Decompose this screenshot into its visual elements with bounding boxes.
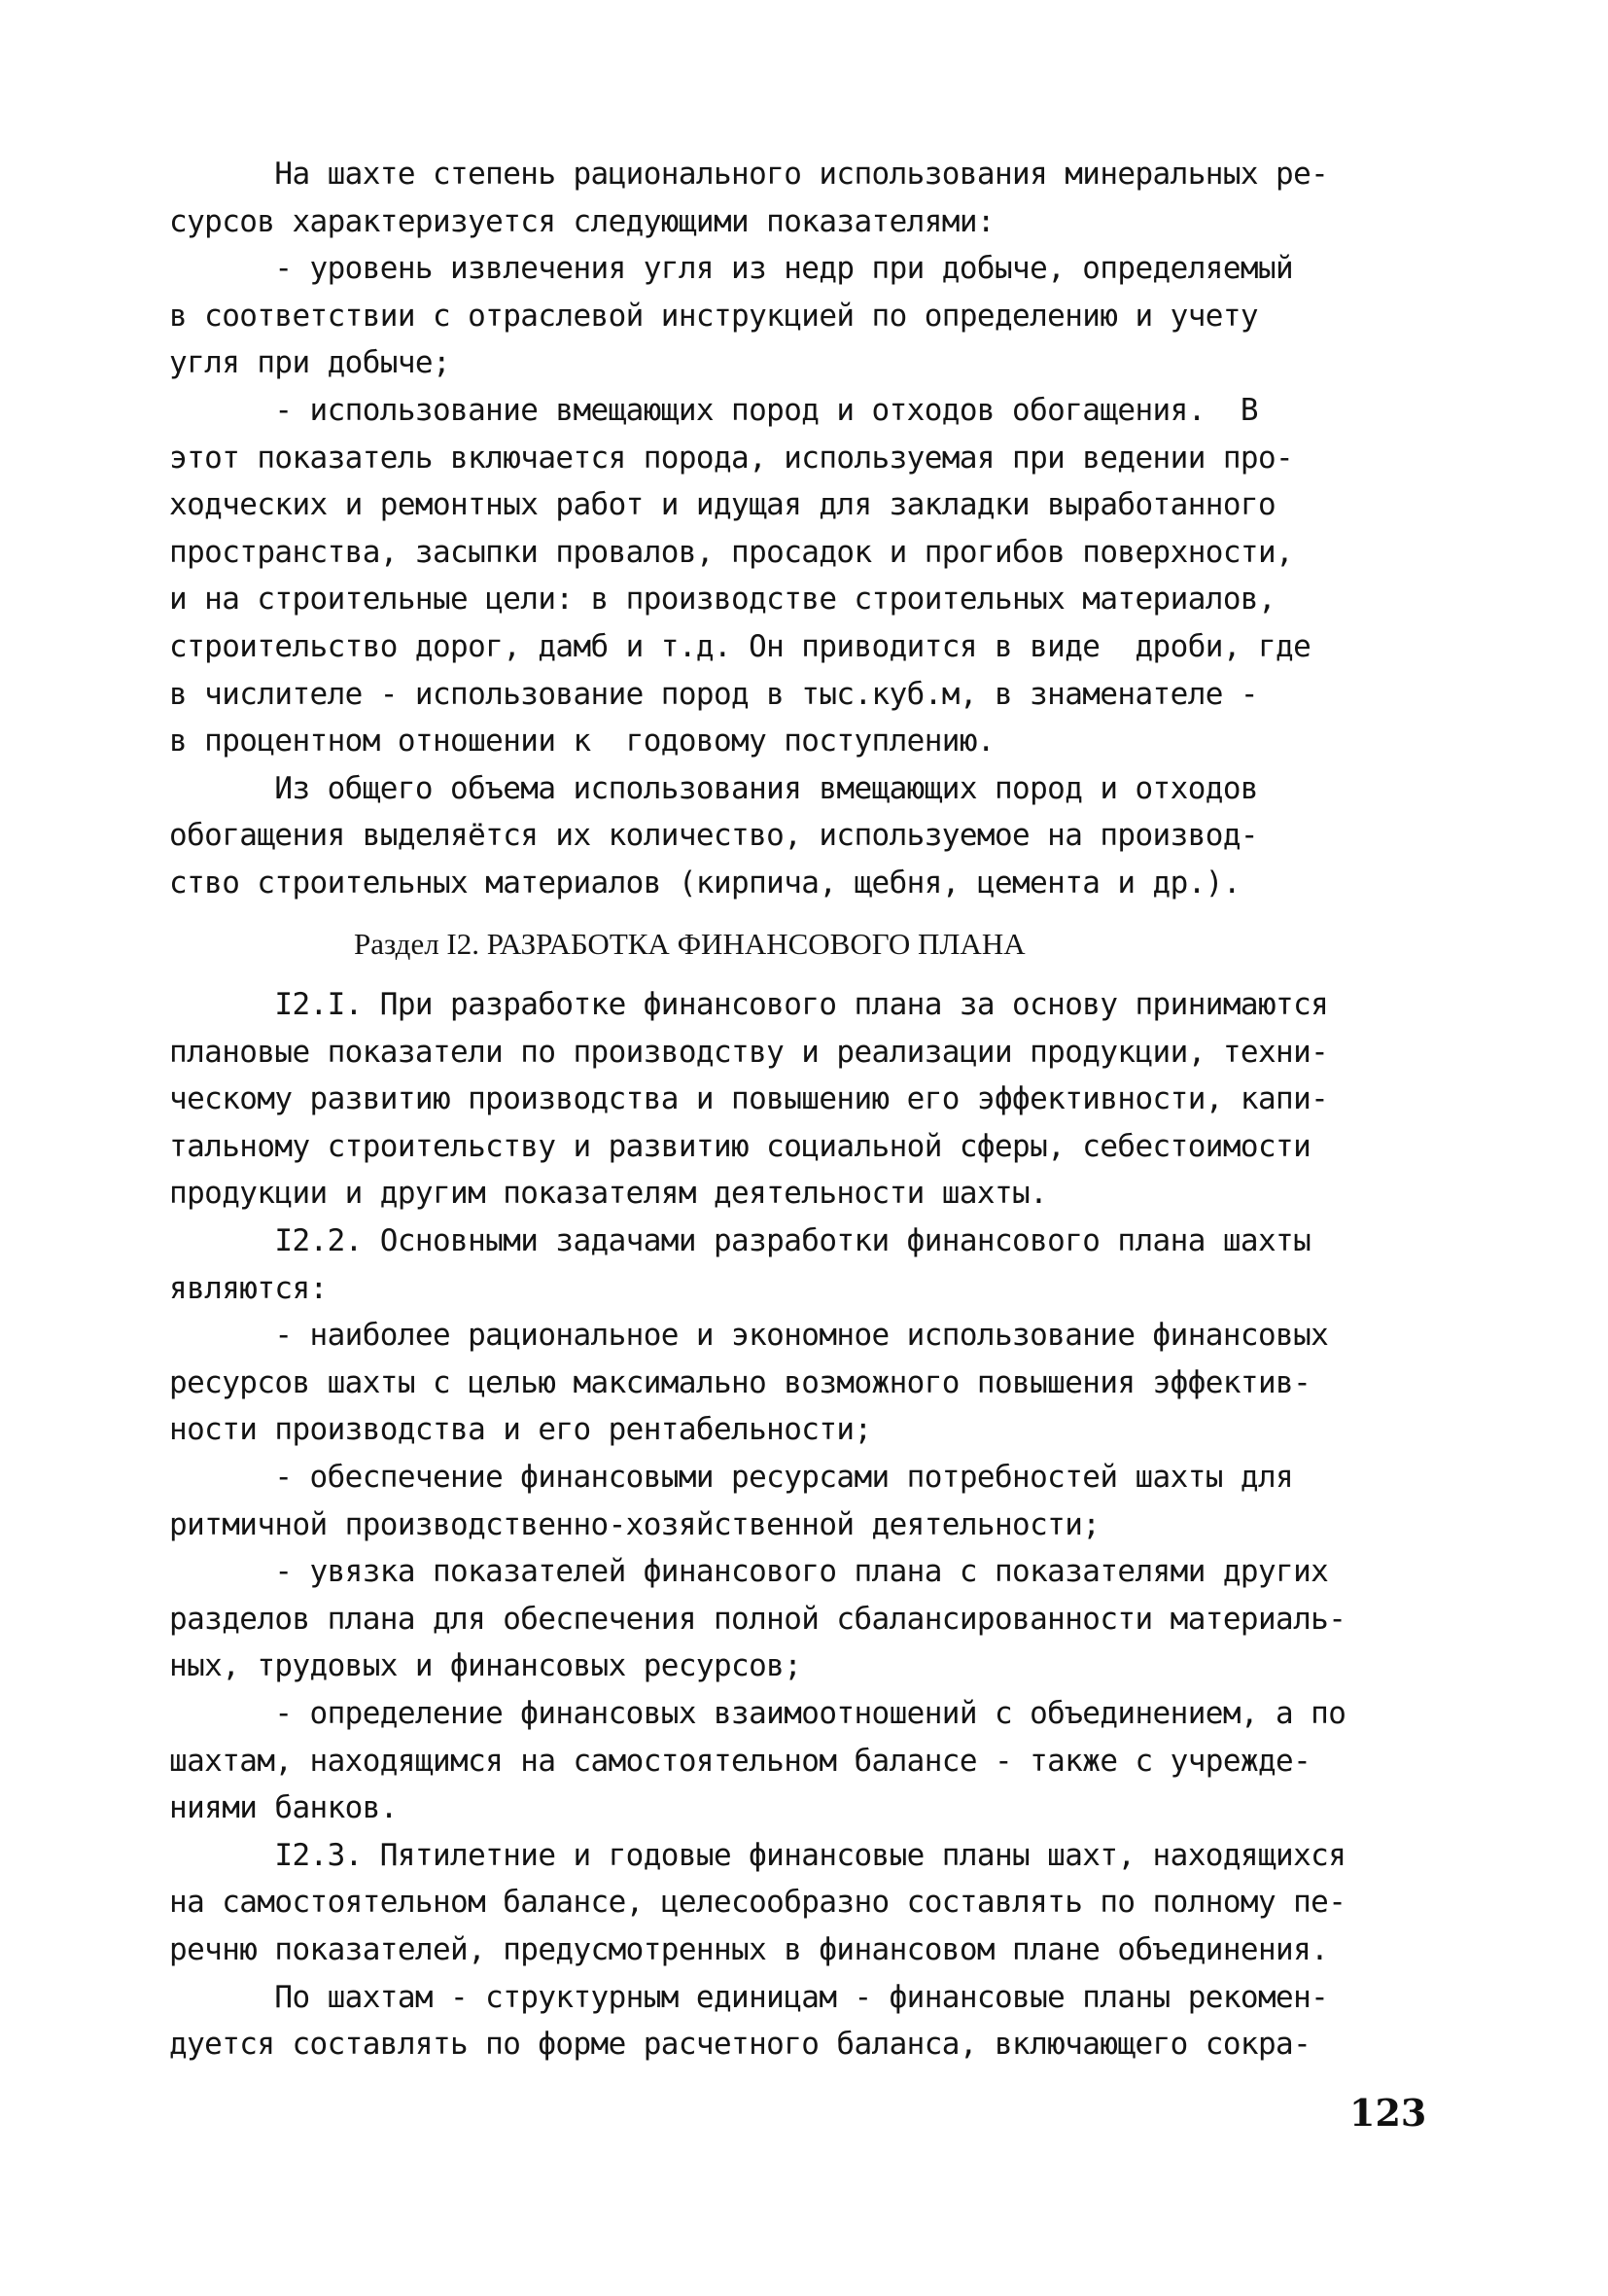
text-line: ности производства и его рентабельности;: [169, 1412, 872, 1448]
text-line: пространства, засыпки провалов, просадок и прогибов поверхности,: [169, 534, 1294, 570]
text-line: речню показателей, предусмотренных в финансовом плане объединения.: [169, 1931, 1329, 1967]
text-line: - наиболее рациональное и экономное использование финансовых: [169, 1318, 1329, 1354]
document-text: [169, 151, 1462, 2068]
text-line: - определение финансовых взаимоотношений с объединением, а по: [169, 1696, 1346, 1731]
text-line: в соответствии с отраслевой инструкцией по определению и учету: [169, 298, 1258, 334]
text-line: в процентном отношении к годовому поступлению.: [169, 724, 995, 759]
paragraph-structural-units: [169, 1974, 1462, 2068]
paragraph-task-1: [169, 1312, 1462, 1454]
paragraph-task-2: [169, 1454, 1462, 1548]
text-line: тальному строительству и развитию социальной сферы, себестоимости: [169, 1128, 1311, 1164]
text-line: угля при добыче;: [169, 345, 451, 381]
text-line: - уровень извлечения угля из недр при добыче, определяемый: [169, 251, 1294, 287]
text-line: Из общего объема использования вмещающих пород и отходов: [169, 770, 1258, 806]
text-line: плановые показатели по производству и реализации продукции, техни-: [169, 1034, 1329, 1070]
text-line: - обеспечение финансовыми ресурсами потребностей шахты для: [169, 1460, 1294, 1496]
section-heading: [169, 921, 1462, 969]
paragraph-coal-extraction: [169, 245, 1462, 387]
paragraph-12-2: [169, 1218, 1462, 1312]
text-line: на самостоятельном балансе, целесообразно составлять по полному пе-: [169, 1885, 1346, 1921]
text-line: - увязка показателей финансового плана с показателями других: [169, 1554, 1329, 1590]
text-line: ных, трудовых и финансовых ресурсов;: [169, 1648, 802, 1684]
section-heading-text: Раздел I2. РАЗРАБОТКА ФИНАНСОВОГО ПЛАНА: [354, 926, 1026, 961]
text-line: сурсов характеризуется следующими показателями:: [169, 203, 995, 239]
text-line: I2.3. Пятилетние и годовые финансовые планы шахт, находящихся: [169, 1837, 1346, 1873]
paragraph-rock-usage: [169, 387, 1462, 765]
text-line: дуется составлять по форме расчетного баланса, включающего сокра-: [169, 2027, 1311, 2063]
text-line: ческому развитию производства и повышению его эффективности, капи-: [169, 1081, 1329, 1117]
text-line: По шахтам - структурным единицам - финансовые планы рекомен-: [169, 1979, 1329, 2015]
text-line: строительство дорог, дамб и т.д. Он приводится в виде дроби, где: [169, 628, 1311, 664]
text-line: ресурсов шахты с целью максимально возможного повышения эффектив-: [169, 1364, 1311, 1400]
paragraph-intro: [169, 151, 1462, 245]
text-line: и на строительные цели: в производстве строительных материалов,: [169, 582, 1276, 618]
text-line: являются:: [169, 1270, 328, 1306]
paragraph-task-4: [169, 1690, 1462, 1832]
paragraph-12-3: [169, 1832, 1462, 1974]
text-line: ниями банков.: [169, 1790, 398, 1826]
text-line: ство строительных материалов (кирпича, щебня, цемента и др.).: [169, 865, 1241, 901]
text-line: шахтам, находящимся на самостоятельном балансе - также с учрежде-: [169, 1743, 1311, 1779]
text-line: продукции и другим показателям деятельности шахты.: [169, 1176, 1048, 1212]
paragraph-12-1: [169, 981, 1462, 1218]
text-line: I2.2. Основными задачами разработки финансового плана шахты: [169, 1223, 1311, 1259]
text-line: I2.I. При разработке финансового плана за основу принимаются: [169, 987, 1329, 1023]
text-line: обогащения выделяётся их количество, используемое на производ-: [169, 818, 1258, 854]
text-line: На шахте степень рационального использования минеральных ре-: [169, 157, 1329, 192]
page-number: 123: [1349, 2091, 1427, 2135]
paragraph-rock-volume: [169, 765, 1462, 907]
text-line: ритмичной производственно-хозяйственной деятельности;: [169, 1506, 1101, 1542]
text-line: - использование вмещающих пород и отходов обогащения. В: [169, 392, 1258, 428]
paragraph-task-3: [169, 1548, 1462, 1690]
text-line: ходческих и ремонтных работ и идущая для закладки выработанного: [169, 487, 1276, 523]
text-line: в числителе - использование пород в тыс.куб.м, в знаменателе -: [169, 676, 1258, 712]
text-line: этот показатель включается порода, используемая при ведении про-: [169, 440, 1294, 476]
text-line: разделов плана для обеспечения полной сбалансированности материаль-: [169, 1601, 1346, 1637]
